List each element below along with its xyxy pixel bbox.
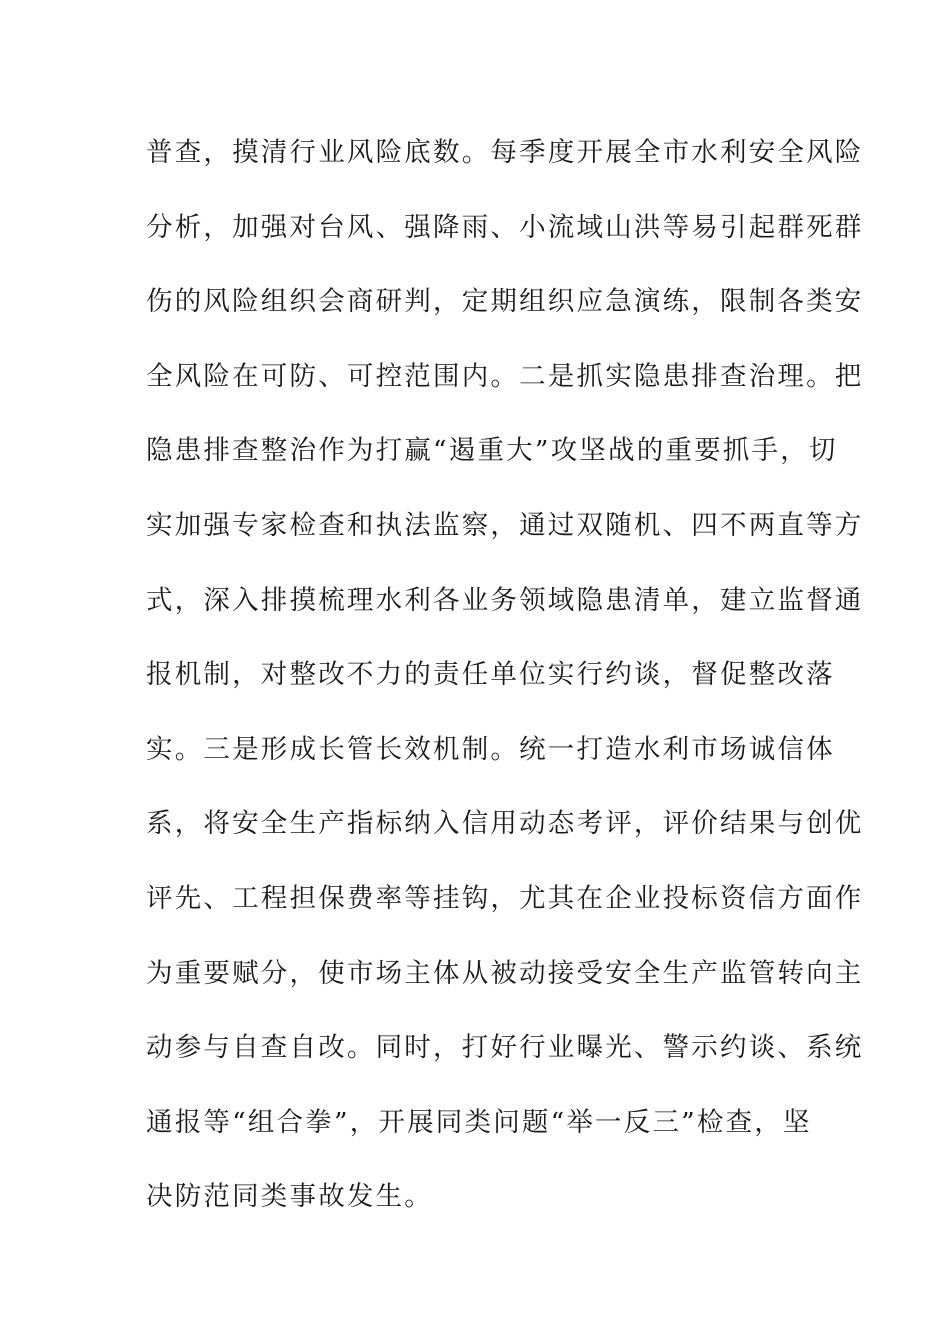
text-line: 评先、工程担保费率等挂钩，尤其在企业投标资信方面作 bbox=[146, 882, 864, 914]
text-line: 普查，摸清行业风险底数。每季度开展全市水利安全风险 bbox=[146, 137, 864, 168]
text-line: 为重要赋分，使市场主体从被动接受安全生产监管转向主 bbox=[146, 957, 864, 989]
text-line: 式，深入排摸梳理水利各业务领域隐患清单，建立监督通 bbox=[146, 584, 864, 616]
text-line: 实。三是形成长管长效机制。统一打造水利市场诚信体 bbox=[146, 733, 835, 765]
text-line: 隐患排查整治作为打赢“遏重大”攻坚战的重要抓手，切 bbox=[146, 435, 838, 467]
text-line: 通报等“组合拳”，开展同类问题“举一反三”检查，坚 bbox=[146, 1106, 812, 1138]
text-line: 系，将安全生产指标纳入信用动态考评，评价结果与创优 bbox=[146, 808, 864, 840]
text-line: 决防范同类事故发生。 bbox=[146, 1181, 433, 1213]
text-line: 全风险在可防、可控范围内。二是抓实隐患排查治理。把 bbox=[146, 360, 864, 392]
text-line: 分析，加强对台风、强降雨、小流域山洪等易引起群死群 bbox=[146, 211, 864, 243]
text-line: 实加强专家检查和执法监察，通过双随机、四不两直等方 bbox=[146, 509, 864, 541]
text-line: 伤的风险组织会商研判，定期组织应急演练，限制各类安 bbox=[146, 286, 864, 318]
body-paragraph bbox=[146, 128, 864, 1247]
text-line: 报机制，对整改不力的责任单位实行约谈，督促整改落 bbox=[146, 659, 835, 691]
text-line: 动参与自查自改。同时，打好行业曝光、警示约谈、系统 bbox=[146, 1032, 864, 1064]
